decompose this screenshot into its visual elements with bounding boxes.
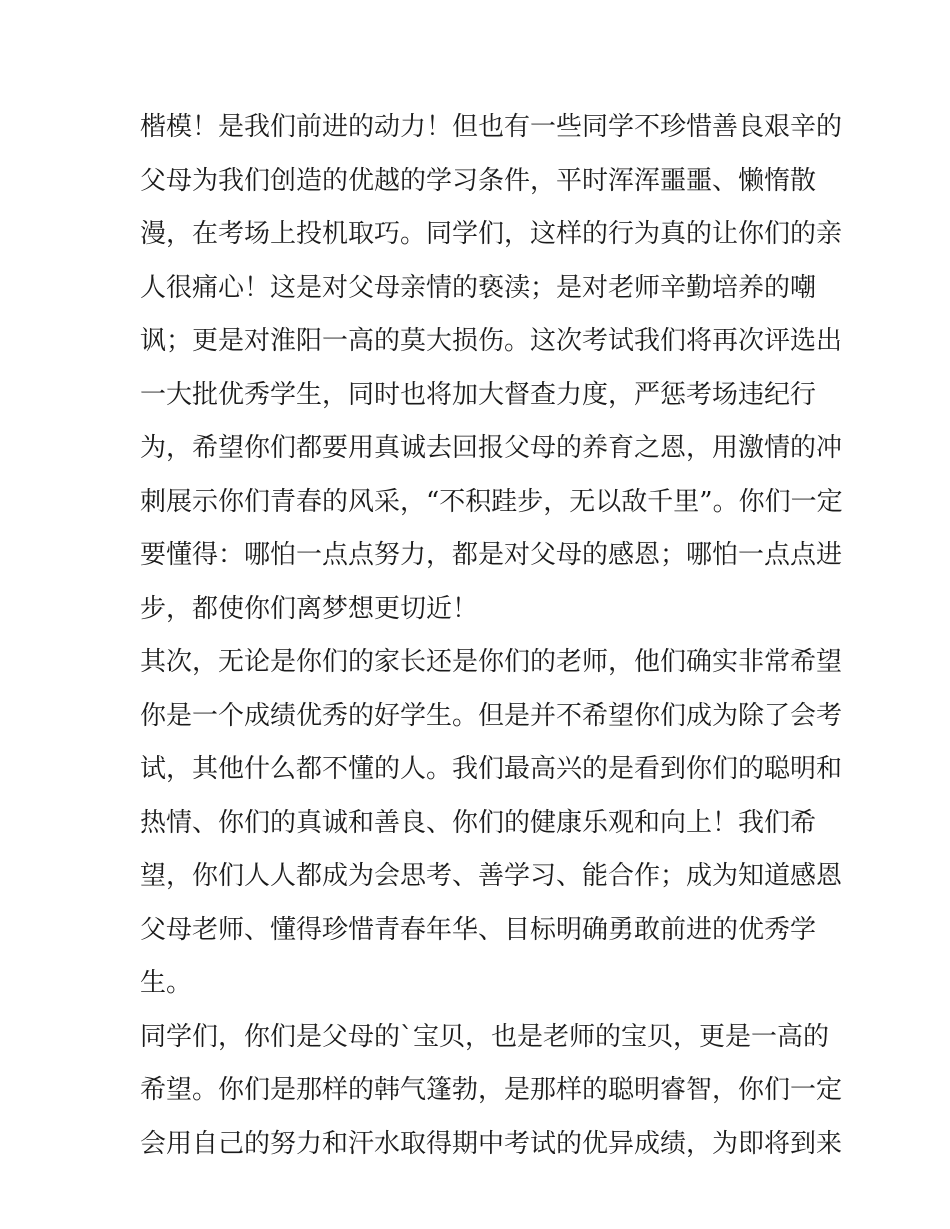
text-line: 为，希望你们都要用真诚去回报父母的养育之恩，用激情的冲 [140, 433, 843, 463]
body-text [140, 104, 843, 1174]
text-line: 步，都使你们离梦想更切近！ [140, 593, 479, 624]
text-line: 要懂得：哪怕一点点努力，都是对父母的感恩；哪怕一点点进 [140, 540, 843, 570]
text-line: 生。 [140, 968, 193, 998]
text-line: 父母为我们创造的优越的学习条件，平时浑浑噩噩、懒惰散 [140, 165, 817, 196]
text-line: 会用自己的努力和汗水取得期中考试的优异成绩，为即将到来 [140, 1128, 843, 1159]
text-line: 你是一个成绩优秀的好学生。但是并不希望你们成为除了会考 [140, 700, 843, 731]
text-line: 试，其他什么都不懂的人。我们最高兴的是看到你们的聪明和 [140, 754, 843, 784]
text-line: 其次，无论是你们的家长还是你们的老师，他们确实非常希望 [140, 647, 843, 677]
text-line: 同学们，你们是父母的`宝贝，也是老师的宝贝，更是一高的 [140, 1021, 830, 1052]
text-line: 父母老师、懂得珍惜青春年华、目标明确勇敢前进的优秀学 [140, 914, 817, 945]
text-line: 望，你们人人都成为会思考、善学习、能合作；成为知道感恩 [140, 861, 843, 891]
text-line: 刺展示你们青春的风采，“不积跬步，无以敌千里”。你们一定 [140, 486, 843, 517]
text-line: 热情、你们的真诚和善良、你们的健康乐观和向上！我们希 [140, 807, 817, 838]
text-line: 讽；更是对淮阳一高的莫大损伤。这次考试我们将再次评选出 [140, 326, 843, 356]
text-line: 人很痛心！这是对父母亲情的亵渎；是对老师辛勤培养的嘲 [140, 272, 817, 303]
text-line: 楷模！是我们前进的动力！但也有一些同学不珍惜善良艰辛的 [140, 112, 843, 142]
text-line: 漫，在考场上投机取巧。同学们，这样的行为真的让你们的亲 [140, 219, 843, 249]
text-line: 一大批优秀学生，同时也将加大督查力度，严惩考场违纪行 [140, 379, 817, 410]
text-line: 希望。你们是那样的韩气篷勃，是那样的聪明睿智，你们一定 [140, 1075, 843, 1105]
